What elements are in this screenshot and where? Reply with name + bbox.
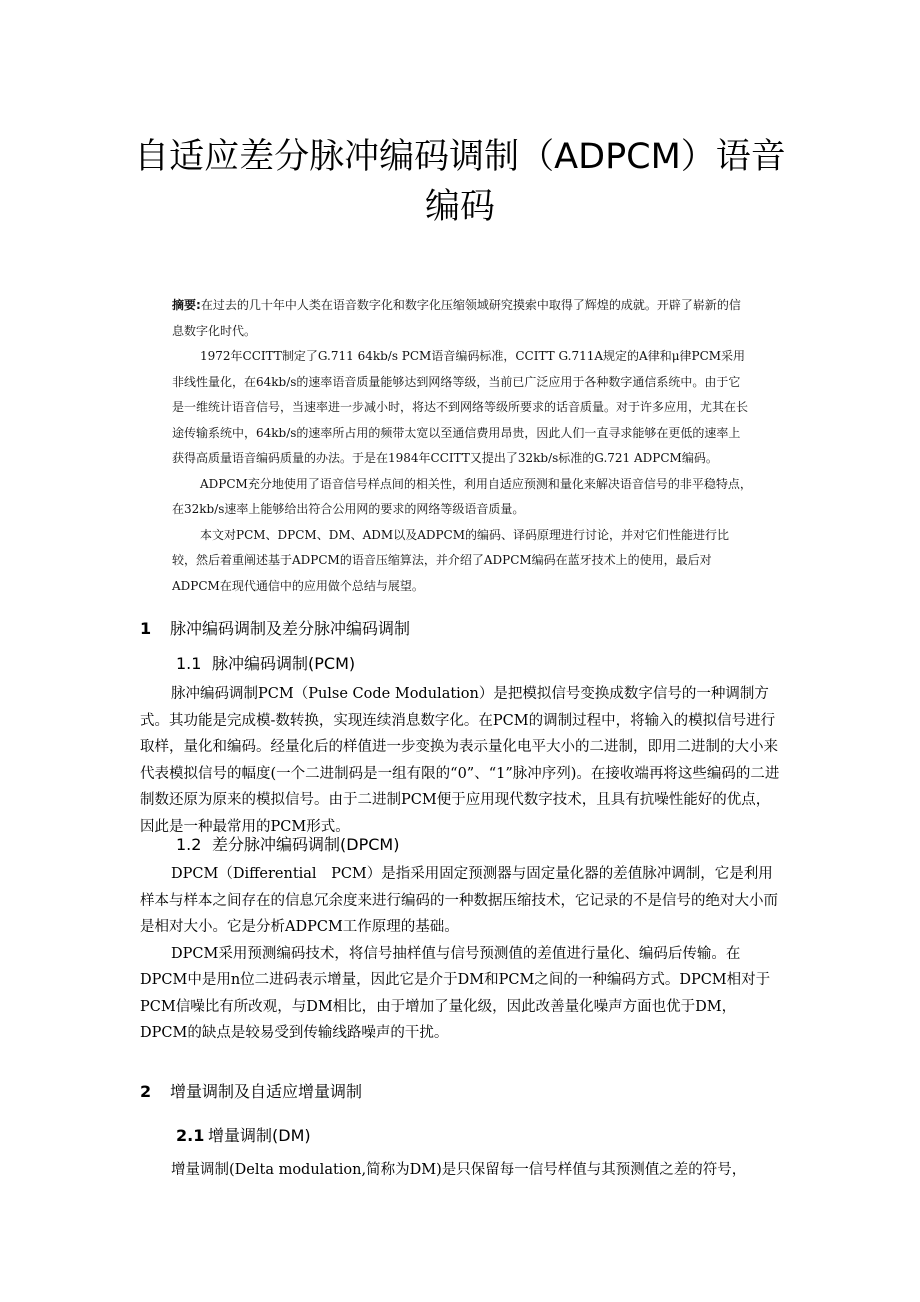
section-2-1-number: 2.1 (176, 1126, 205, 1145)
document-title: 自适应差分脉冲编码调制（ADPCM）语音编码 (134, 137, 786, 227)
section-2-number: 2 (140, 1082, 152, 1101)
section-1-1-heading (176, 652, 355, 676)
section-1-2-title: 差分脉冲编码调制(DPCM) (212, 835, 400, 854)
body-paragraph: 增量调制(Delta modulation,简称为DM)是只保留每一信号样值与其预测值之差的符号， (171, 1162, 747, 1178)
section-2-title: 增量调制及自适应增量调制 (170, 1082, 363, 1101)
body-paragraph: DPCM（Differential PCM）是指采用固定预测器与固定量化器的差值脉冲调制，它是利用样本与样本之间存在的信息冗余度来进行编码的一种数据压缩技术，它记录的不是信号的绝对大小而是相对大小。它是分析ADPCM工作原理的基础。 (140, 866, 778, 935)
section-1-1-body (140, 681, 780, 840)
section-1-title: 脉冲编码调制及差分脉冲编码调制 (170, 619, 411, 638)
section-1-number: 1 (140, 619, 152, 638)
body-paragraph: 脉冲编码调制PCM（Pulse Code Modulation）是把模拟信号变换成数字信号的一种调制方式。其功能是完成模-数转换，实现连续消息数字化。在PCM的调制过程中，将输入的模拟信号进行取样，量化和编码。经量化后的样值进一步变换为表示量化电平大小的二进制，即用二进制的大小来代表模拟信号的幅度(一个二进制码是一组有限的“0”、“1”脉冲序列)。在接收端再将这些编码的二进制数还原为原来的模拟信号。由于二进制PCM便于应用现代数字技术，且具有抗噪性能好的优点，因此是一种最常用的PCM形式。 (140, 686, 780, 835)
section-1-2-number: 1.2 (176, 835, 202, 854)
section-1-heading (140, 617, 410, 641)
body-paragraph: DPCM采用预测编码技术，将信号抽样值与信号预测值的差值进行量化、编码后传输。在DPCM中是用n位二进码表示增量，因此它是介于DM和PCM之间的一种编码方式。DPCM相对于PCM信噪比有所改观，与DM相比，由于增加了量化级，因此改善量化噪声方面也优于DM，DPCM的缺点是较易受到传输线路噪声的干扰。 (140, 945, 771, 1041)
abstract-label: 摘要: (172, 298, 201, 312)
abstract (172, 293, 752, 599)
section-2-1-body (140, 1157, 780, 1184)
section-2-1-title: 增量调制(DM) (208, 1126, 311, 1145)
abstract-paragraph-4: 本文对PCM、DPCM、DM、ADM以及ADPCM的编码、译码原理进行讨论，并对它们性能进行比较，然后着重阐述基于ADPCM的语音压缩算法，并介绍了ADPCM编码在蓝牙技术上的使用，最后对ADPCM在现代通信中的应用做个总结与展望。 (172, 527, 730, 593)
abstract-paragraph-1: 摘要:在过去的几十年中人类在语音数字化和数字化压缩领域研究摸索中取得了辉煌的成就。开辟了崭新的信息数字化时代。 (172, 298, 741, 338)
section-1-2-body (140, 861, 780, 1047)
section-2-heading (140, 1080, 362, 1104)
section-2-1-heading (176, 1124, 311, 1148)
section-1-1-number: 1.1 (176, 654, 202, 673)
abstract-paragraph-2: 1972年CCITT制定了G.711 64kb/s PCM语音编码标准，CCITT G.711A规定的A律和μ律PCM采用非线性量化，在64kb/s的速率语音质量能够达到网络等级，当前已广泛应用于各种数字通信系统中。由于它是一维统计语音信号，当速率进一步减小时，将达不到网络等级所要求的话音质量。对于许多应用，尤其在长途传输系统中，64kb/s的速率所占用的频带太宽以至通信费用昂贵，因此人们一直寻求能够在更低的速率上获得高质量语音编码质量的办法。于是在1984年CCITT又提出了32kb/s标准的G.721 ADPCM编码。 (172, 349, 749, 465)
section-1-2-heading (176, 833, 399, 857)
abstract-paragraph-3: ADPCM充分地使用了语音信号样点间的相关性，利用自适应预测和量化来解决语音信号的非平稳特点，在32kb/s速率上能够给出符合公用网的要求的网络等级语音质量。 (172, 476, 752, 516)
section-1-1-title: 脉冲编码调制(PCM) (212, 654, 356, 673)
